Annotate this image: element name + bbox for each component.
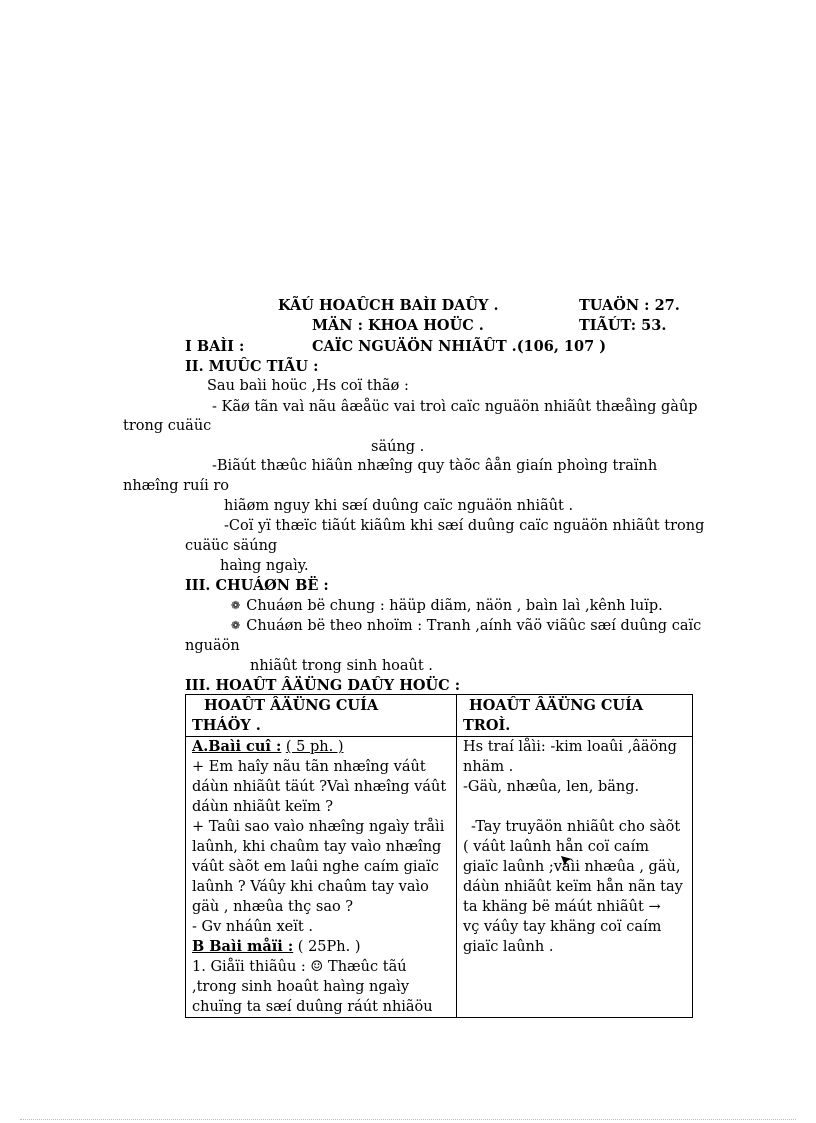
student-column-header: HOAÛT ÂÄÜNG CUÍA TROÌ. (457, 695, 693, 737)
preparation-item-2-line-3: nhiãût trong sinh hoaût . (250, 658, 433, 674)
subject: MÄN : KHOA HOÜC . (312, 317, 484, 334)
flower-bullet-icon: ❁ (231, 599, 241, 612)
objective-1-line-2: trong cuäüc (123, 418, 212, 434)
preparation-item-2-line-2: nguäön (185, 638, 240, 654)
table-header-row (186, 695, 693, 737)
preparation-heading: III. CHUÁØN BË : (185, 577, 329, 594)
preparation-item-1 (231, 596, 663, 617)
activities-heading: III. HOAÛT ÂÄÜNG DAÛY HOÜC : (185, 677, 461, 694)
objective-3-line-3: haìng ngaìy. (220, 558, 309, 574)
objective-1-line-3: säúng . (371, 439, 425, 455)
teacher-column-header: HOAÛT ÂÄÜNG CUÍA THÁÖY . (186, 695, 457, 737)
cursor-arrow-icon (560, 855, 574, 867)
objective-2-line-1: -Biãút thæûc hiãûn nhæîng quy tàõc âån giaín phoìng traïnh (212, 458, 658, 474)
flower-bullet-icon: ❁ (231, 619, 241, 632)
lesson-number: TIÃÚT: 53. (579, 317, 667, 334)
preparation-item-1-text: Chuáøn bë chung : häüp diãm, näön , baìn laì ,kênh luïp. (246, 598, 663, 614)
lesson-title: CAÏC NGUÄÖN NHIÃÛT .(106, 107 ) (312, 338, 607, 355)
objectives-intro: Sau baìi hoüc ,Hs coï thãø : (207, 378, 409, 394)
preparation-item-2-text: Chuáøn bë theo nhoïm : Tranh ,aính vãö viãûc sæí duûng caïc (246, 618, 702, 634)
new-lesson-line: B Baìi måïi : ( 25Ph. ) (192, 938, 361, 955)
objective-3-line-1: -Coï yï thæïc tiãút kiãûm khi sæí duûng caïc nguäön nhiãût trong (224, 518, 705, 534)
preparation-item-2 (231, 616, 701, 637)
plan-title: KÃÚ HOAÛCH BAÌI DAÛY . (278, 297, 499, 314)
objective-1-line-1: - Kãø tãn vaì nãu âæåüc vai troì caïc nguäön nhiãût thæåìng gàûp (212, 399, 698, 415)
student-activities-cell: Hs traí låìi: -kim loaûi ,âäöng nhäm . -Gäù, nhæûa, len, bäng. -Tay truyãön nhiãût cho sàõt ( váût laûnh hån coï caím giaïc laûnh ;vaìi nhæûa , gäù, dáùn nhiãût keïm hån nãn tay ta khäng bë máút nhiãût → vç váûy tay khäng coï caím giaïc laûnh . (457, 737, 693, 1018)
old-lesson-line: A.Baìi cuî : ( 5 ph. ) (192, 738, 344, 755)
objective-3-line-2: cuäüc säúng (185, 538, 278, 554)
objectives-heading: II. MUÛC TIÃU : (185, 358, 319, 375)
lesson-label: I BAÌI : (185, 338, 245, 355)
teacher-activities-cell: A.Baìi cuî : ( 5 ph. ) + Em haîy nãu tãn nhæîng váût dáùn nhiãût täút ?Vaì nhæîng váût dáùn nhiãût keïm ? + Taûi sao vaìo nhæîng ngaìy tråìi laûnh, khi chaûm tay vaìo nhæîng váût sàõt em laûi nghe caím giaïc laûnh ? Váûy khi chaûm tay vaìo gäù , nhæûa thç sao ? - Gv nháûn xeït . B Baìi måïi : ( 25Ph. ) 1. Giåïi thiãûu : ☺ Thæûc tãú ,trong sinh hoaût haìng ngaìy chuïng ta sæí duûng ráút nhiãöu (186, 737, 457, 1018)
objective-2-line-3: hiãøm nguy khi sæí duûng caïc nguäön nhiãût . (224, 498, 574, 514)
activities-table (185, 694, 693, 1018)
week-number: TUAÖN : 27. (579, 297, 680, 314)
objective-2-line-2: nhæîng ruíi ro (123, 478, 229, 494)
table-row (186, 737, 693, 1018)
page-bottom-border (20, 1119, 796, 1120)
